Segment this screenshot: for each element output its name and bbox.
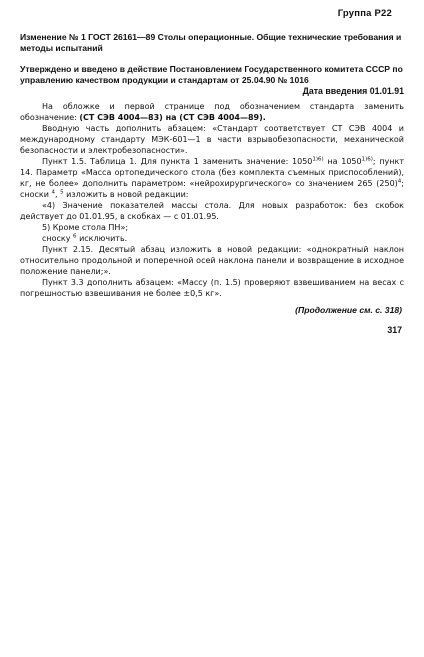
paragraph-text: изложить в новой редакции: — [63, 190, 189, 199]
paragraph-text: На обложке и первой странице под обозначением стандарта заменить обозначение: — [20, 102, 404, 122]
paragraph-footnote-5: 5) Кроме стола ПН»; — [42, 223, 129, 232]
superscript: 1)6) — [361, 156, 373, 163]
paragraph-text: Пункт 1.5. Таблица 1. Для пункта 1 заменить значение: 1050 — [42, 157, 313, 166]
group-code: Группа Р22 — [337, 8, 392, 19]
superscript: 5 — [60, 189, 64, 196]
superscript: 4 — [397, 178, 402, 185]
paragraph-text: на 1050 — [323, 157, 362, 166]
effective-date: Дата введения 01.01.91 — [302, 86, 404, 96]
page-number: 317 — [387, 325, 402, 335]
continued-note: (Продолжение см. с. 318) — [295, 305, 402, 315]
paragraph-cover-designation — [20, 101, 404, 123]
paragraph-intro: Вводную часть дополнить абзацем: «Стандарт соответствует СТ СЭВ 4004 и международному стандарту МЭК-601—1 в части взрывобезопасности, механической безопасности и электробезопасности». — [20, 124, 404, 155]
document-body — [20, 101, 404, 299]
paragraph-text: исключить. — [76, 234, 128, 243]
paragraph-footnote-6 — [20, 233, 404, 244]
paragraph-text: , — [55, 190, 61, 199]
paragraph-text: сноску — [42, 234, 74, 243]
superscript: 6 — [73, 233, 77, 240]
amendment-title: Изменение № 1 ГОСТ 26161—89 Столы операционные. Общие технические требования и методы испытаний — [20, 32, 402, 53]
standard-designation: (СТ СЭВ 4004—83) на (СТ СЭВ 4004—89). — [79, 113, 266, 122]
paragraph-text: ; сноски — [20, 179, 404, 199]
paragraph-text: ; пункт 14. Параметр «Масса ортопедического стола (без комплекта съемных приспособлений), кг, не более» дополнить параметром: «нейрохирургического» со значением 265 (250) — [20, 157, 405, 188]
paragraph-clause-2-15: Пункт 2.15. Десятый абзац изложить в новой редакции: «однократный наклон относительно продольной и поперечной осей наклона панели и возвращение в исходное положение панели;». — [20, 245, 404, 276]
paragraph-clause-3-3: Пункт 3.3 дополнить абзацем: «Массу (п. 1.5) проверяют взвешиванием на весах с погрешностью взвешивания не более ±0,5 кг». — [20, 278, 404, 298]
approval-statement: Утверждено и введено в действие Постановлением Государственного комитета СССР по управлению качеством продукции и стандартам от 25.04.90 № 1016 — [20, 64, 403, 85]
paragraph-table-1 — [20, 156, 404, 200]
superscript: 1)6) — [312, 156, 324, 163]
superscript: 4 — [51, 189, 55, 196]
paragraph-footnote-4: «4) Значение показателей массы стола. Для новых разработок: без скобок действует до 01.01.95, в скобках — с 01.01.95. — [20, 201, 404, 221]
